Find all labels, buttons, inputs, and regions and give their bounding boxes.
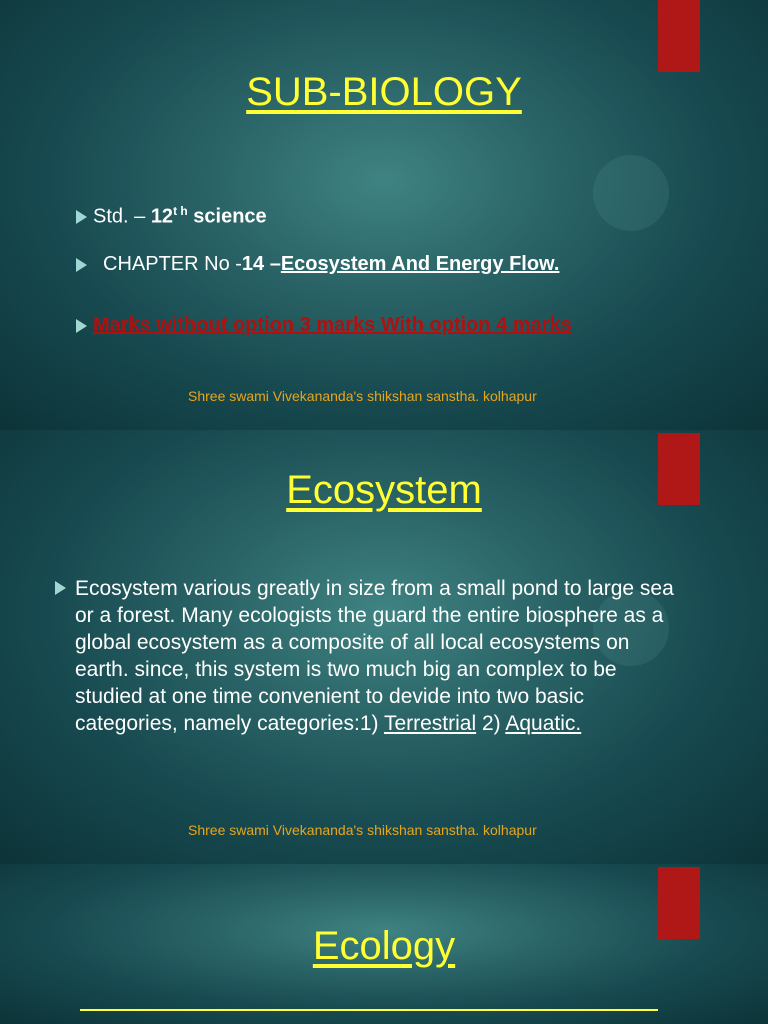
bullet-arrow-icon bbox=[76, 210, 87, 224]
slide-title: Ecology bbox=[312, 924, 456, 968]
chapter-title: Ecosystem And Energy Flow. bbox=[280, 253, 560, 275]
accent-bar bbox=[658, 0, 700, 72]
slide-title: SUB-BIOLOGY bbox=[246, 70, 522, 114]
marks-text: Marks without option 3 marks With option 4 marks bbox=[93, 314, 572, 336]
slide-footer: Shree swami Vivekananda's shikshan sanstha. kolhapur bbox=[188, 388, 537, 404]
bullet-arrow-icon bbox=[76, 258, 87, 272]
chapter-bullet: CHAPTER No -14 –Ecosystem And Energy Flow. bbox=[76, 253, 559, 276]
slide-footer: Shree swami Vivekananda's shikshan sanstha. kolhapur bbox=[188, 822, 537, 838]
divider-line bbox=[80, 1009, 658, 1011]
term-terrestrial: Terrestrial bbox=[383, 712, 477, 735]
bullet-arrow-icon bbox=[55, 581, 66, 595]
slide-2 bbox=[0, 430, 768, 864]
marks-bullet bbox=[76, 314, 572, 337]
ecosystem-paragraph: Ecosystem various greatly in size from a small pond to large sea or a forest. Many ecologists the guard the entire biosphere as a global ecosystem as a composite of all local ecosystems on earth. since, this system is two much big an complex to be studied at one time convenient to devide into two basic categories, namely categories:1) Terrestrial 2) Aquatic. bbox=[55, 575, 675, 737]
slide-3 bbox=[0, 864, 768, 1024]
decorative-circle bbox=[593, 155, 669, 231]
term-aquatic: Aquatic. bbox=[505, 712, 582, 735]
std-bullet: Std. – $12^{t h}$ science bbox=[76, 204, 267, 229]
bullet-arrow-icon bbox=[76, 319, 87, 333]
slide-title: Ecosystem bbox=[286, 468, 482, 512]
slide-1 bbox=[0, 0, 768, 430]
